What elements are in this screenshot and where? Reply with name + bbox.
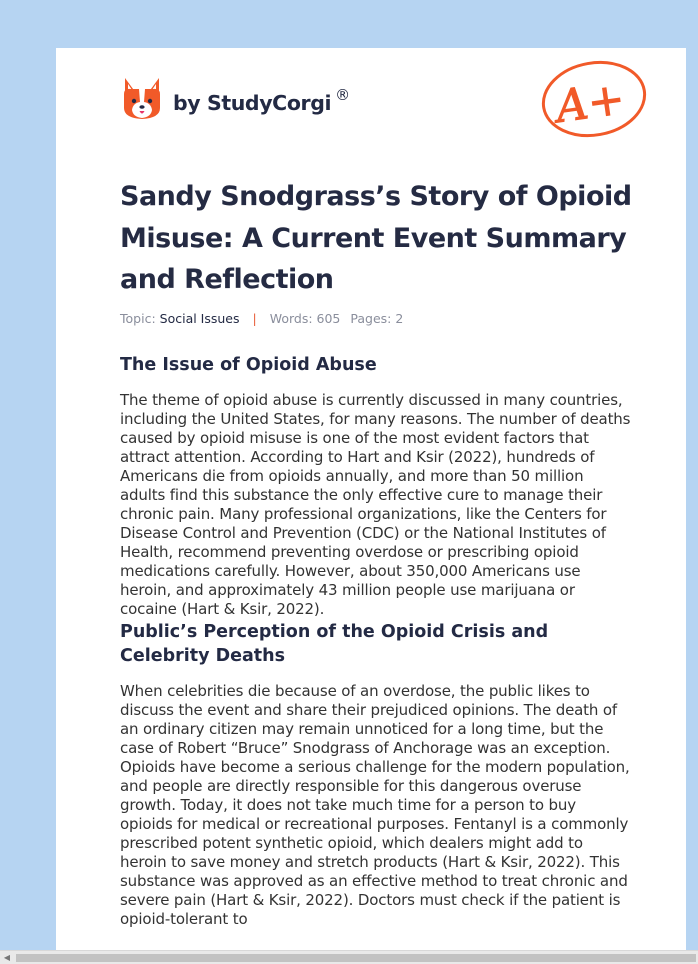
scrollbar-thumb[interactable] — [16, 954, 696, 962]
registered-mark: ® — [335, 86, 350, 104]
document-page — [56, 48, 686, 953]
section-heading: The Issue of Opioid Abuse — [120, 355, 377, 375]
brand-name — [173, 86, 350, 115]
word-count: Words: 605 — [269, 311, 341, 326]
topic-label: Topic: — [120, 311, 156, 326]
grade-text: A+ — [552, 73, 628, 134]
section-heading: Public’s Perception of the Opioid Crisis and Celebrity Deaths — [120, 622, 549, 666]
brand-header[interactable] — [121, 76, 350, 122]
a-plus-grade-icon — [538, 58, 648, 140]
page-count: Pages: 2 — [350, 311, 404, 326]
brand-name-text: by StudyCorgi — [173, 91, 332, 115]
topic-link[interactable]: Social Issues — [159, 311, 240, 326]
meta-separator: | — [252, 311, 257, 326]
section-paragraph: The theme of opioid abuse is currently discussed in many countries, including the United States, for many reasons. The number of deaths caused by opioid misuse is one of the most evident factors that attract attention. According to Hart and Ksir (2022), hundreds of Americans die from opioids annually, and more than 50 million adults find this substance the only effective cure to manage their chronic pain. Many professional organizations, like the Centers for Disease Control and Prevention (CDC) or the National Institutes of Health, recommend preventing overdose or prescribing opioid medications carefully. However, about 350,000 Americans use heroin, and approximately 43 million people use marijuana or cocaine (Hart & Ksir, 2022). — [120, 391, 631, 618]
document-body — [120, 353, 632, 929]
corgi-logo-icon — [121, 76, 163, 122]
document-meta — [120, 311, 403, 326]
document-title: Sandy Snodgrass’s Story of Opioid Misuse: A Current Event Summary and Reflection — [120, 181, 632, 295]
scroll-left-icon[interactable]: ◀ — [3, 953, 11, 962]
section-paragraph: When celebrities die because of an overdose, the public likes to discuss the event and share their prejudiced opinions. The death of an ordinary citizen may remain unnoticed for a long time, but the case of Robert “Bruce” Snodgrass of Anchorage was an exception. Opioids have become a serious challenge for the modern population, and people are directly responsible for this dangerous overuse growth. Today, it does not take much time for a person to buy opioids for medical or recreational purposes. Fentanyl is a commonly prescribed potent synthetic opioid, which dealers might add to heroin to save money and stretch products (Hart & Ksir, 2022). This substance was approved as an effective method to treat chronic and severe pain (Hart & Ksir, 2022). Doctors must check if the patient is opioid-tolerant to — [120, 682, 630, 928]
horizontal-scrollbar[interactable] — [0, 950, 698, 964]
